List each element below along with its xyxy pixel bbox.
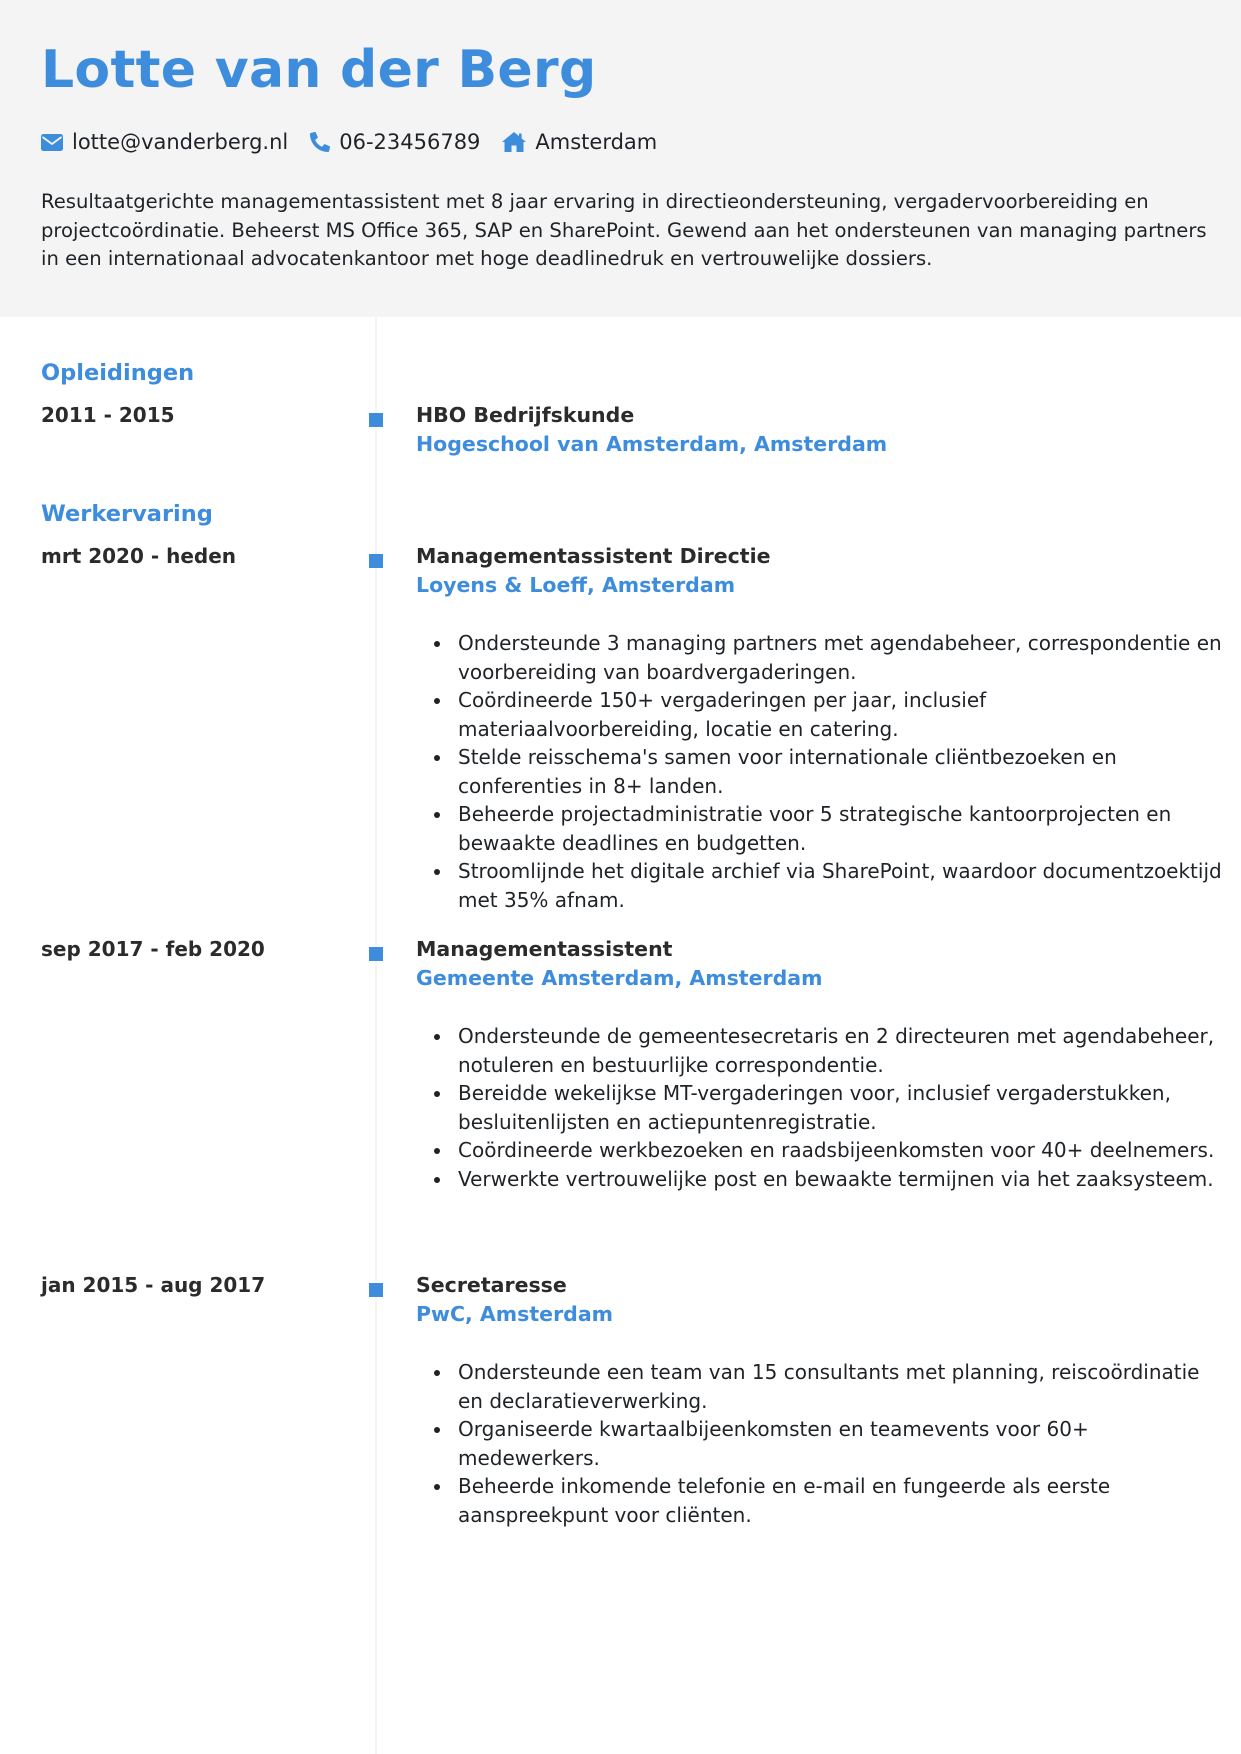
contact-location [502,130,657,154]
entry-role: Managementassistent [416,937,673,961]
location-text: Amsterdam [535,130,658,154]
email-text: lotte@vanderberg.nl [72,130,289,154]
entry-organization: PwC, Amsterdam [416,1302,614,1326]
experience-section-title: Werkervaring [41,501,213,527]
timeline-marker [369,1283,383,1297]
profile-summary: Resultaatgerichte managementassistent met 8 jaar ervaring in directieondersteuning, vergadervoorbereiding en projectcoördinatie. Beheerst MS Office 365, SAP en SharePoint. Gewend aan het ondersteunen van managing partners in een internationaal advocatenkantoor met hoge deadlinedruk en vertrouwelijke dossiers. [41,190,1207,270]
bullet-item: Organiseerde kwartaalbijeenkomsten en teamevents voor 60+ medewerkers. [458,1415,1228,1472]
timeline-marker [369,413,383,427]
resume-header [0,0,1241,317]
candidate-name: Lotte van der Berg [41,40,597,100]
bullet-item: Coördineerde werkbezoeken en raadsbijeenkomsten voor 40+ deelnemers. [458,1136,1228,1165]
bullet-item: Stroomlijnde het digitale archief via SharePoint, waardoor documentzoektijd met 35% afnam. [458,857,1228,914]
bullet-item: Bereidde wekelijkse MT-vergaderingen voor, inclusief vergaderstukken, besluitenlijsten en actiepuntenregistratie. [458,1079,1228,1136]
entry-organization: Loyens & Loeff, Amsterdam [416,573,736,597]
bullet-item: Ondersteunde een team van 15 consultants met planning, reiscoördinatie en declaratieverwerking. [458,1358,1228,1415]
entry-bullets [416,1358,1228,1529]
entry-period: 2011 - 2015 [41,403,175,427]
timeline-marker [369,947,383,961]
bullet-item: Ondersteunde de gemeentesecretaris en 2 directeuren met agendabeheer, notuleren en bestuurlijke correspondentie. [458,1022,1228,1079]
bullet-item: Ondersteunde 3 managing partners met agendabeheer, correspondentie en voorbereiding van boardvergaderingen. [458,629,1228,686]
phone-icon [310,132,330,152]
entry-bullets [416,1022,1228,1193]
bullet-item: Beheerde projectadministratie voor 5 strategische kantoorprojecten en bewaakte deadlines en budgetten. [458,800,1228,857]
entry-role: Secretaresse [416,1273,567,1297]
bullet-item: Coördineerde 150+ vergaderingen per jaar, inclusief materiaalvoorbereiding, locatie en catering. [458,686,1228,743]
bullet-item: Beheerde inkomende telefonie en e-mail en fungeerde als eerste aanspreekpunt voor cliënten. [458,1472,1228,1529]
home-icon [502,132,526,152]
contact-phone[interactable] [310,130,480,154]
entry-school: Hogeschool van Amsterdam, Amsterdam [416,432,888,456]
entry-period: mrt 2020 - heden [41,544,237,568]
entry-role: Managementassistent Directie [416,544,771,568]
entry-degree: HBO Bedrijfskunde [416,403,635,427]
envelope-icon [41,134,63,151]
bullet-item: Stelde reisschema's samen voor internationale cliëntbezoeken en conferenties in 8+ landen. [458,743,1228,800]
entry-organization: Gemeente Amsterdam, Amsterdam [416,966,823,990]
entry-bullets [416,629,1228,914]
entry-period: sep 2017 - feb 2020 [41,937,265,961]
timeline-divider [375,317,377,1754]
entry-period: jan 2015 - aug 2017 [41,1273,266,1297]
phone-text: 06-23456789 [339,130,481,154]
education-section-title: Opleidingen [41,360,195,386]
timeline-marker [369,554,383,568]
bullet-item: Verwerkte vertrouwelijke post en bewaakte termijnen via het zaaksysteem. [458,1165,1228,1194]
contact-email[interactable] [41,130,288,154]
contact-info [41,128,679,156]
